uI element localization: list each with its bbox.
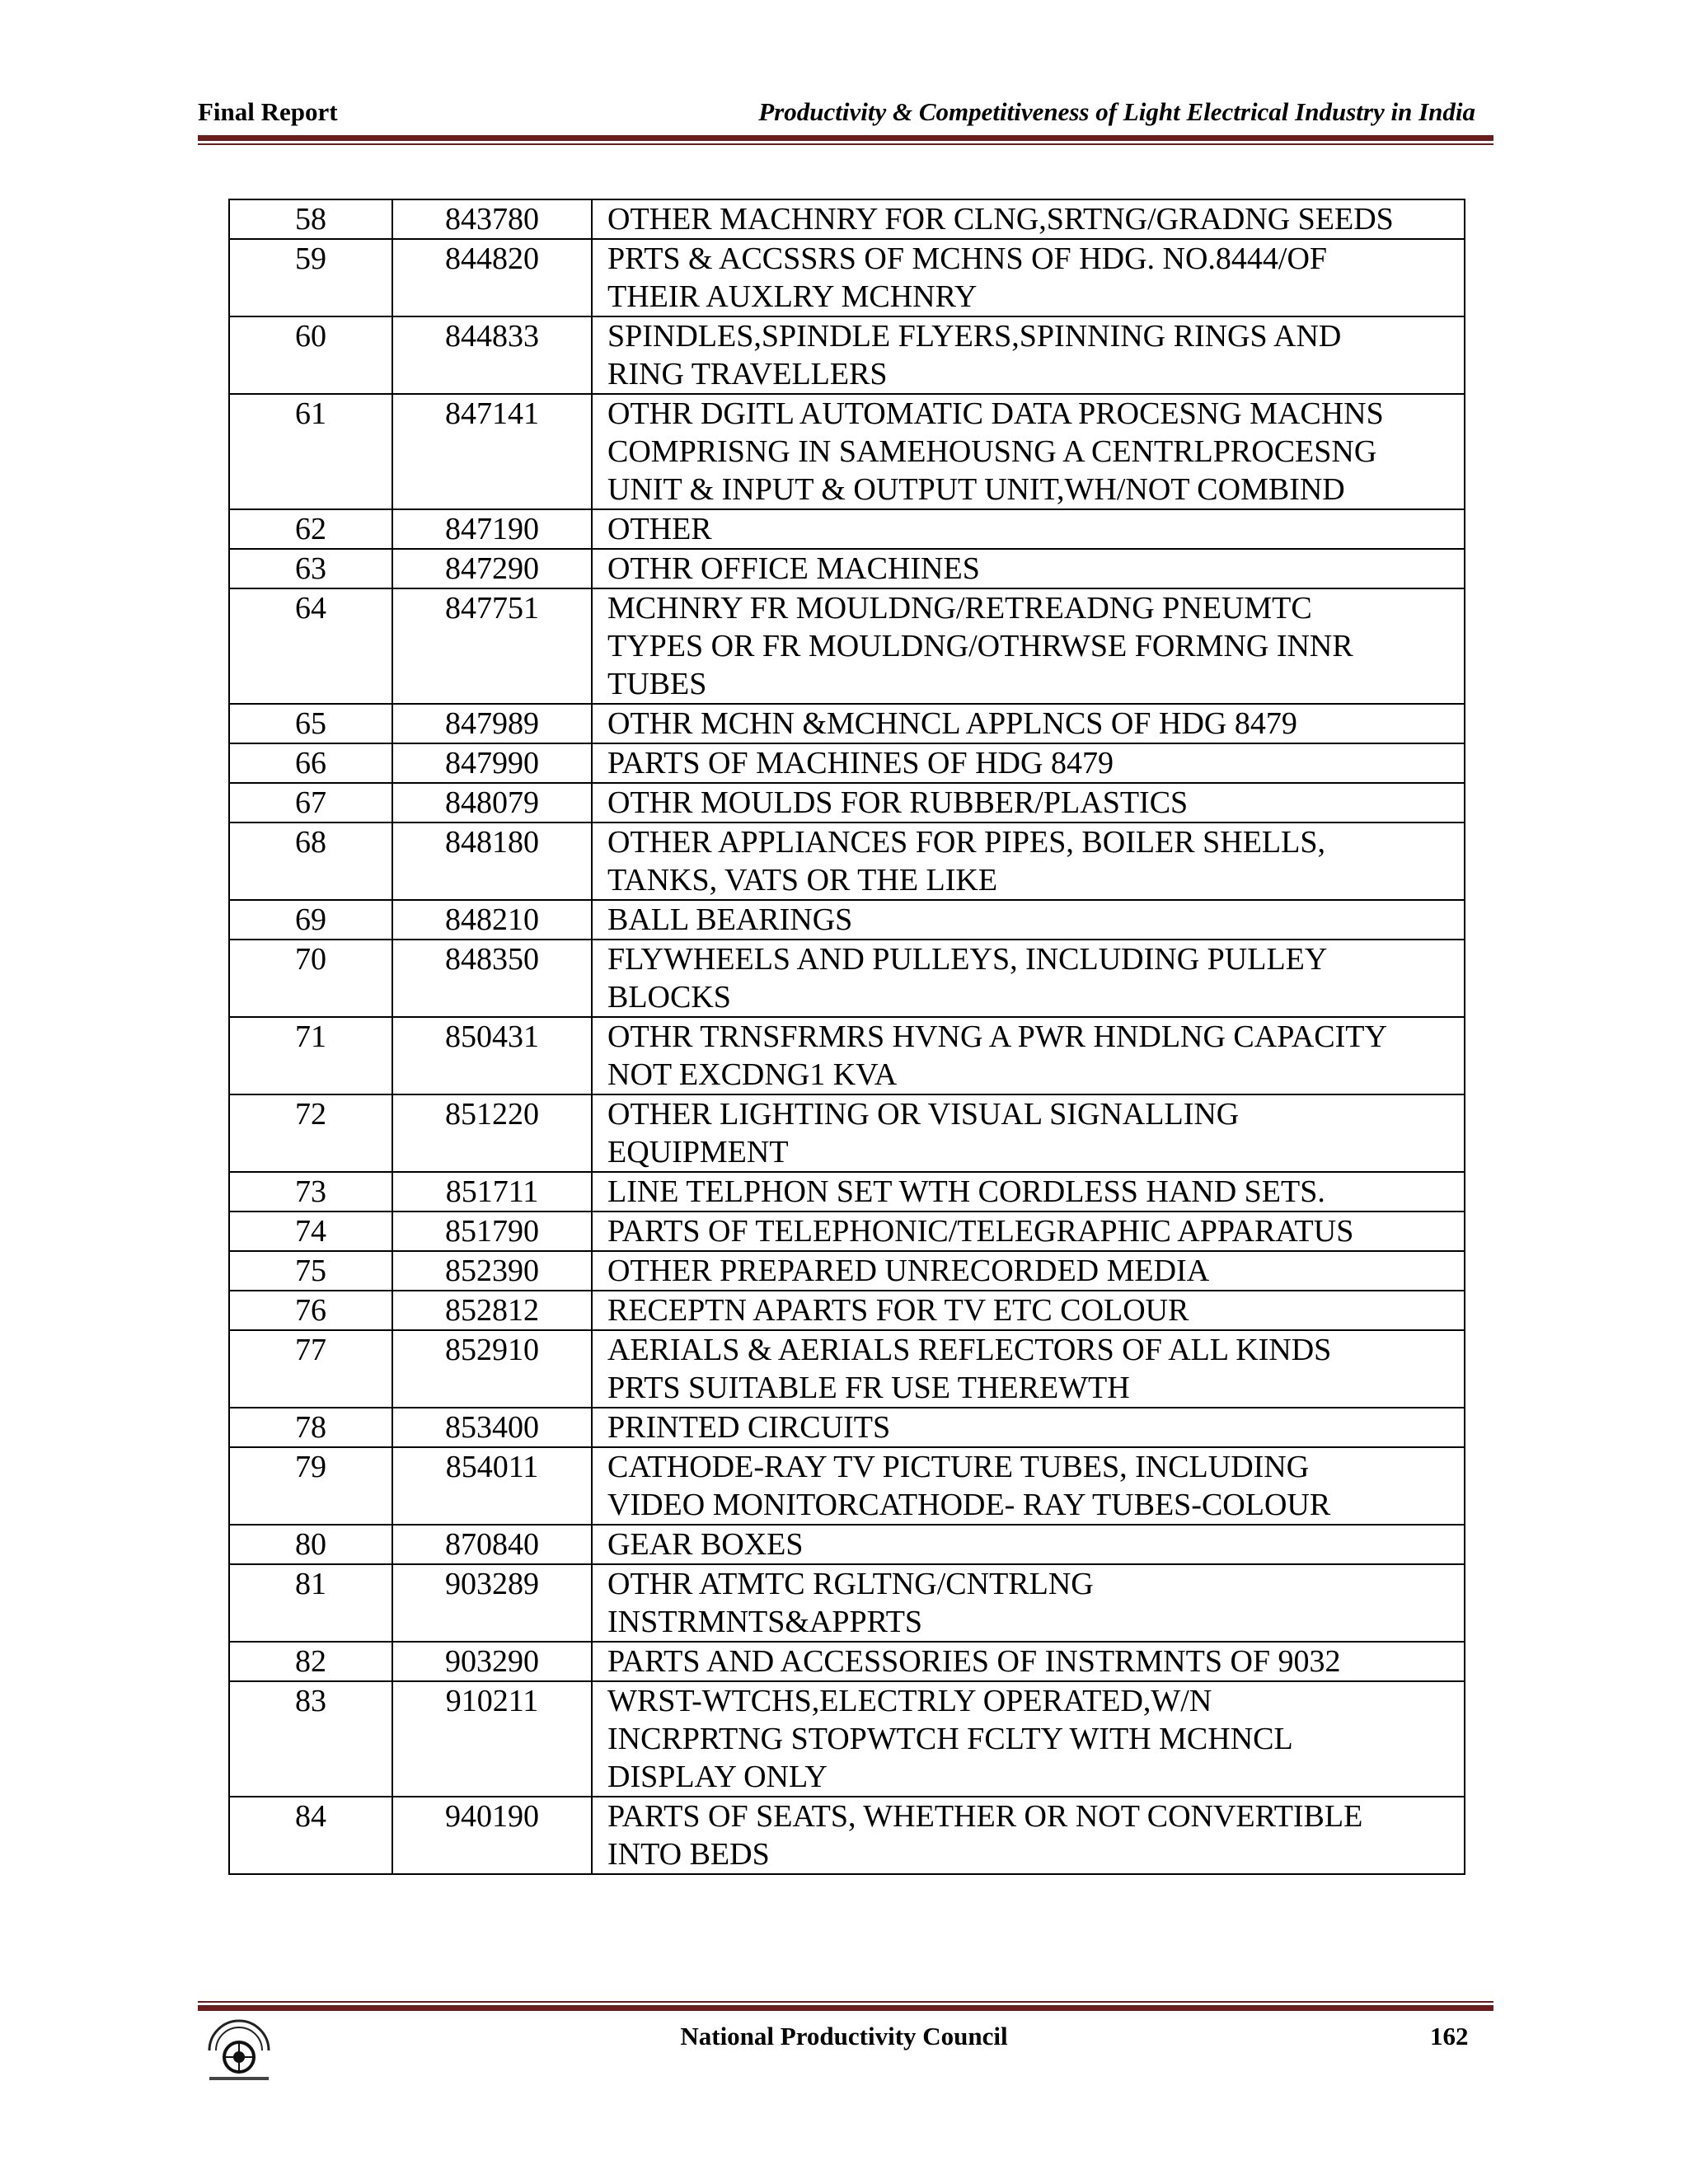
description-cell xyxy=(592,1172,1465,1212)
hs-code-cell: 847141 xyxy=(392,394,592,509)
hs-code-cell: 854011 xyxy=(392,1447,592,1525)
hs-code-cell: 852812 xyxy=(392,1291,592,1330)
table-row xyxy=(229,549,1465,588)
description-line: PARTS OF TELEPHONIC/TELEGRAPHIC APPARATUS xyxy=(607,1214,1354,1249)
description-line: SPINDLES,SPINDLE FLYERS,SPINNING RINGS AND xyxy=(607,319,1342,354)
description-line: PARTS AND ACCESSORIES OF INSTRMNTS OF 9032 xyxy=(607,1644,1341,1679)
description-line: EQUIPMENT xyxy=(607,1135,789,1169)
description-line: BLOCKS xyxy=(607,980,731,1015)
description-line: BALL BEARINGS xyxy=(607,902,853,937)
hs-code-cell: 852910 xyxy=(392,1330,592,1408)
serial-number-cell: 58 xyxy=(229,199,392,239)
description-cell xyxy=(592,1212,1465,1251)
footer-organization: National Productivity Council xyxy=(680,2022,1008,2050)
hs-code-cell: 848180 xyxy=(392,823,592,900)
description-cell xyxy=(592,588,1465,704)
description-cell xyxy=(592,743,1465,783)
serial-number-cell: 77 xyxy=(229,1330,392,1408)
table-row xyxy=(229,823,1465,900)
hs-code-cell: 843780 xyxy=(392,199,592,239)
table-row xyxy=(229,199,1465,239)
description-line: OTHER APPLIANCES FOR PIPES, BOILER SHELLS, xyxy=(607,825,1325,860)
table-row xyxy=(229,783,1465,823)
table-row xyxy=(229,1681,1465,1797)
serial-number-cell: 66 xyxy=(229,743,392,783)
description-line: PRTS SUITABLE FR USE THEREWTH xyxy=(607,1371,1130,1405)
description-line: GEAR BOXES xyxy=(607,1527,804,1562)
description-line: MCHNRY FR MOULDNG/RETREADNG PNEUMTC xyxy=(607,591,1312,626)
hs-code-cell: 850431 xyxy=(392,1017,592,1094)
serial-number-cell: 59 xyxy=(229,239,392,316)
serial-number-cell: 61 xyxy=(229,394,392,509)
hs-code-cell: 851790 xyxy=(392,1212,592,1251)
hs-code-cell: 852390 xyxy=(392,1251,592,1291)
description-cell xyxy=(592,1330,1465,1408)
description-line: TUBES xyxy=(607,667,707,701)
description-line: INTO BEDS xyxy=(607,1837,770,1872)
description-line: NOT EXCDNG1 KVA xyxy=(607,1057,898,1092)
table-row xyxy=(229,1330,1465,1408)
serial-number-cell: 72 xyxy=(229,1094,392,1172)
serial-number-cell: 65 xyxy=(229,704,392,743)
page-header xyxy=(198,97,1492,135)
description-line: INCRPRTNG STOPWTCH FCLTY WITH MCHNCL xyxy=(607,1722,1293,1756)
description-cell xyxy=(592,1797,1465,1874)
description-cell xyxy=(592,823,1465,900)
description-cell xyxy=(592,1017,1465,1094)
table-row xyxy=(229,1172,1465,1212)
hs-code-cell: 903290 xyxy=(392,1642,592,1681)
description-cell xyxy=(592,1525,1465,1564)
description-cell xyxy=(592,704,1465,743)
description-cell xyxy=(592,940,1465,1017)
description-line: UNIT & INPUT & OUTPUT UNIT,WH/NOT COMBIND xyxy=(607,472,1345,507)
hs-code-table-body xyxy=(229,199,1465,1874)
description-line: OTHR MCHN &MCHNCL APPLNCS OF HDG 8479 xyxy=(607,706,1297,741)
serial-number-cell: 69 xyxy=(229,900,392,940)
description-line: WRST-WTCHS,ELECTRLY OPERATED,W/N xyxy=(607,1684,1212,1718)
serial-number-cell: 76 xyxy=(229,1291,392,1330)
description-line: OTHER MACHNRY FOR CLNG,SRTNG/GRADNG SEEDS xyxy=(607,202,1394,237)
hs-code-cell: 848210 xyxy=(392,900,592,940)
hs-code-cell: 851220 xyxy=(392,1094,592,1172)
description-line: PRTS & ACCSSRS OF MCHNS OF HDG. NO.8444/OF xyxy=(607,241,1328,276)
hs-code-cell: 853400 xyxy=(392,1408,592,1447)
description-line: RECEPTN APARTS FOR TV ETC COLOUR xyxy=(607,1293,1189,1328)
hs-code-cell: 870840 xyxy=(392,1525,592,1564)
hs-code-cell: 844833 xyxy=(392,316,592,394)
description-cell xyxy=(592,509,1465,549)
description-cell xyxy=(592,1642,1465,1681)
table-row xyxy=(229,1797,1465,1874)
hs-code-cell: 847190 xyxy=(392,509,592,549)
hs-code-cell: 903289 xyxy=(392,1564,592,1642)
serial-number-cell: 63 xyxy=(229,549,392,588)
description-line: FLYWHEELS AND PULLEYS, INCLUDING PULLEY xyxy=(607,942,1328,977)
description-line: OTHR TRNSFRMRS HVNG A PWR HNDLNG CAPACITY xyxy=(607,1019,1387,1054)
description-line: PARTS OF MACHINES OF HDG 8479 xyxy=(607,746,1114,780)
footer-rule-thin xyxy=(198,2001,1493,2003)
serial-number-cell: 67 xyxy=(229,783,392,823)
serial-number-cell: 84 xyxy=(229,1797,392,1874)
description-cell xyxy=(592,549,1465,588)
header-rule-thick xyxy=(198,135,1493,141)
description-line: VIDEO MONITORCATHODE- RAY TUBES-COLOUR xyxy=(607,1488,1331,1522)
table-row xyxy=(229,704,1465,743)
table-row xyxy=(229,588,1465,704)
serial-number-cell: 74 xyxy=(229,1212,392,1251)
description-cell xyxy=(592,239,1465,316)
description-cell xyxy=(592,1564,1465,1642)
footer-rule-thick xyxy=(198,2005,1493,2011)
description-line: RING TRAVELLERS xyxy=(607,357,888,391)
description-line: DISPLAY ONLY xyxy=(607,1760,828,1794)
hs-code-cell: 851711 xyxy=(392,1172,592,1212)
table-row xyxy=(229,316,1465,394)
description-line: CATHODE-RAY TV PICTURE TUBES, INCLUDING xyxy=(607,1450,1310,1484)
hs-code-cell: 847989 xyxy=(392,704,592,743)
description-line: OTHR MOULDS FOR RUBBER/PLASTICS xyxy=(607,785,1189,820)
serial-number-cell: 71 xyxy=(229,1017,392,1094)
table-row xyxy=(229,1212,1465,1251)
description-cell xyxy=(592,1681,1465,1797)
description-cell xyxy=(592,394,1465,509)
table-row xyxy=(229,1447,1465,1525)
hs-code-cell: 844820 xyxy=(392,239,592,316)
table-row xyxy=(229,509,1465,549)
table-row xyxy=(229,1642,1465,1681)
table-row xyxy=(229,900,1465,940)
description-line: OTHER PREPARED UNRECORDED MEDIA xyxy=(607,1254,1210,1288)
table-row xyxy=(229,940,1465,1017)
table-row xyxy=(229,743,1465,783)
serial-number-cell: 78 xyxy=(229,1408,392,1447)
description-cell xyxy=(592,900,1465,940)
description-line: LINE TELPHON SET WTH CORDLESS HAND SETS. xyxy=(607,1174,1325,1209)
description-line: OTHER xyxy=(607,512,712,546)
table-row xyxy=(229,1291,1465,1330)
serial-number-cell: 68 xyxy=(229,823,392,900)
description-line: TANKS, VATS OR THE LIKE xyxy=(607,863,998,898)
page-number: 162 xyxy=(1430,2022,1469,2050)
serial-number-cell: 70 xyxy=(229,940,392,1017)
hs-code-cell: 910211 xyxy=(392,1681,592,1797)
hs-code-cell: 847290 xyxy=(392,549,592,588)
description-cell xyxy=(592,783,1465,823)
description-line: OTHR ATMTC RGLTNG/CNTRLNG xyxy=(607,1567,1094,1601)
serial-number-cell: 62 xyxy=(229,509,392,549)
header-report-label: Final Report xyxy=(198,97,338,126)
description-cell xyxy=(592,1094,1465,1172)
description-cell xyxy=(592,1291,1465,1330)
description-line: OTHR DGITL AUTOMATIC DATA PROCESNG MACHNS xyxy=(607,396,1384,431)
serial-number-cell: 64 xyxy=(229,588,392,704)
serial-number-cell: 75 xyxy=(229,1251,392,1291)
serial-number-cell: 79 xyxy=(229,1447,392,1525)
description-cell xyxy=(592,1408,1465,1447)
description-line: TYPES OR FR MOULDNG/OTHRWSE FORMNG INNR xyxy=(607,629,1353,663)
description-line: AERIALS & AERIALS REFLECTORS OF ALL KINDS xyxy=(607,1333,1332,1367)
hs-code-cell: 847751 xyxy=(392,588,592,704)
description-line: OTHER LIGHTING OR VISUAL SIGNALLING xyxy=(607,1097,1240,1132)
table-row xyxy=(229,239,1465,316)
description-cell xyxy=(592,1251,1465,1291)
description-cell xyxy=(592,316,1465,394)
serial-number-cell: 60 xyxy=(229,316,392,394)
table-row xyxy=(229,1251,1465,1291)
hs-code-cell: 848350 xyxy=(392,940,592,1017)
description-line: THEIR AUXLRY MCHNRY xyxy=(607,279,978,314)
header-rule-thin xyxy=(198,143,1493,145)
table-row xyxy=(229,1408,1465,1447)
serial-number-cell: 73 xyxy=(229,1172,392,1212)
table-row xyxy=(229,1094,1465,1172)
serial-number-cell: 80 xyxy=(229,1525,392,1564)
table-row xyxy=(229,1525,1465,1564)
hs-code-table xyxy=(228,199,1465,1875)
serial-number-cell: 81 xyxy=(229,1564,392,1642)
table-row xyxy=(229,1564,1465,1642)
table-row xyxy=(229,1017,1465,1094)
description-line: OTHR OFFICE MACHINES xyxy=(607,551,980,586)
description-line: PARTS OF SEATS, WHETHER OR NOT CONVERTIBLE xyxy=(607,1799,1363,1834)
description-line: INSTRMNTS&APPRTS xyxy=(607,1605,923,1639)
description-line: COMPRISNG IN SAMEHOUSNG A CENTRLPROCESNG xyxy=(607,434,1377,469)
description-cell xyxy=(592,1447,1465,1525)
description-line: PRINTED CIRCUITS xyxy=(607,1410,891,1445)
hs-code-cell: 940190 xyxy=(392,1797,592,1874)
serial-number-cell: 82 xyxy=(229,1642,392,1681)
hs-code-cell: 848079 xyxy=(392,783,592,823)
hs-code-cell: 847990 xyxy=(392,743,592,783)
table-row xyxy=(229,394,1465,509)
serial-number-cell: 83 xyxy=(229,1681,392,1797)
header-report-title: Productivity & Competitiveness of Light Electrical Industry in India xyxy=(758,97,1475,126)
description-cell xyxy=(592,199,1465,239)
